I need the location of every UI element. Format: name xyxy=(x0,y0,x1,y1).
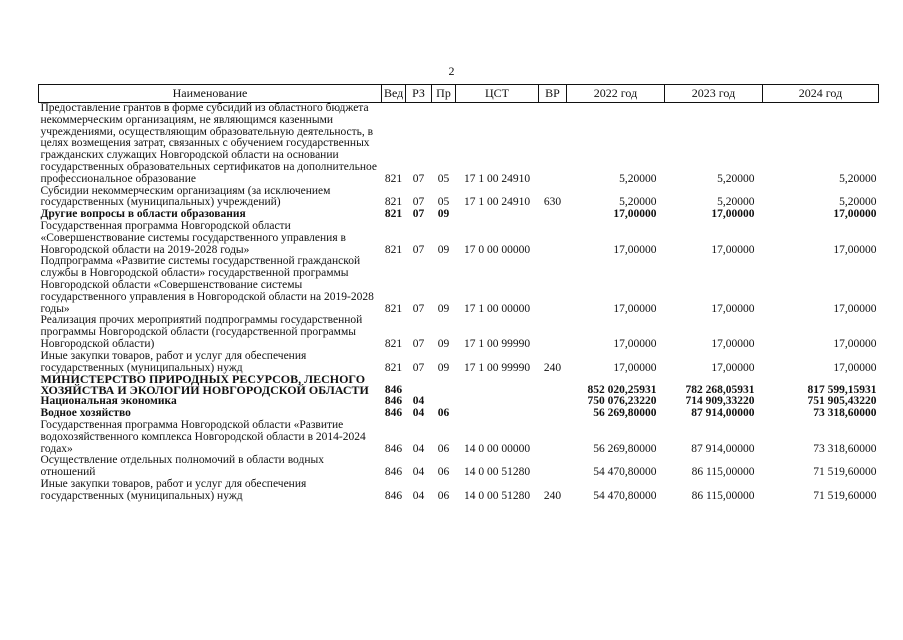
cell-rz: 04 xyxy=(412,407,425,420)
cell-2024: 5,20000 xyxy=(839,172,877,185)
cell-pr: 06 xyxy=(437,407,450,420)
cell-ved: 846 xyxy=(384,466,403,479)
cell-cst xyxy=(456,396,539,408)
cell-ved: 846 xyxy=(384,395,403,408)
cell-name: Иные закупки товаров, работ и услуг для обеспечения государственных (муниципальных) нужд xyxy=(40,349,307,374)
table-row xyxy=(39,351,879,375)
cell-rz: 07 xyxy=(412,196,425,209)
table-row xyxy=(39,455,879,479)
table-row xyxy=(39,103,879,186)
cell-pr xyxy=(432,374,456,396)
col-header-name: Наименование xyxy=(39,85,382,103)
cell-2024: 17,00000 xyxy=(833,361,877,374)
col-header-vr: ВР xyxy=(539,85,567,103)
table-row xyxy=(39,374,879,396)
cell-rz: 07 xyxy=(412,361,425,374)
cell-ved: 821 xyxy=(384,361,403,374)
cell-vr xyxy=(539,420,567,455)
cell-vr xyxy=(539,103,567,186)
cell-name: Субсидии некоммерческим организациям (за исключением государственных (муниципальных) учреждений) xyxy=(40,184,331,209)
cell-cst: 17 1 00 99990 xyxy=(463,337,531,350)
cell-2024: 71 519,60000 xyxy=(813,466,877,479)
cell-2023: 17,00000 xyxy=(711,208,755,221)
cell-2024: 17,00000 xyxy=(833,337,877,350)
cell-rz xyxy=(406,374,432,396)
cell-name: Осуществление отдельных полномочий в области водных отношений xyxy=(40,454,324,479)
cell-2023: 5,20000 xyxy=(717,196,755,209)
cell-name: Государственная программа Новгородской области «Развитие водохозяйственного комплекса Новгородской области в 2014-2024 годах» xyxy=(40,418,366,455)
cell-2024: 73 318,60000 xyxy=(813,442,877,455)
cell-name: Национальная экономика xyxy=(40,395,177,408)
table-row xyxy=(39,315,879,350)
cell-ved: 821 xyxy=(384,172,403,185)
cell-cst xyxy=(456,374,539,396)
cell-rz: 04 xyxy=(412,442,425,455)
cell-2022: 56 269,80000 xyxy=(593,442,657,455)
cell-ved: 846 xyxy=(384,383,403,396)
cell-vr xyxy=(539,396,567,408)
cell-name: Государственная программа Новгородской области «Совершенствование системы государственного управления в Новгородской области на 2019-2028 годы» xyxy=(40,219,346,256)
cell-2024: 17,00000 xyxy=(833,208,877,221)
cell-2023: 86 115,00000 xyxy=(691,466,755,479)
cell-rz: 07 xyxy=(412,243,425,256)
cell-cst: 17 1 00 24910 xyxy=(463,172,531,185)
cell-ved: 821 xyxy=(384,243,403,256)
cell-name: Предоставление грантов в форме субсидий из областного бюджета некоммерческим организациям, не являющимся казенными учреждениями, осуществляющим образовательную деятельность, в целях возмещения затрат, связанных с обучением государственных гражданских служащих Новгородской области на основании государственных образовательных сертификатов на дополнительное профессиональное образование xyxy=(40,102,377,185)
cell-2022: 852 020,25931 xyxy=(587,383,657,396)
cell-vr xyxy=(539,209,567,221)
cell-pr: 09 xyxy=(437,243,450,256)
cell-ved: 821 xyxy=(384,208,403,221)
cell-ved: 821 xyxy=(384,302,403,315)
cell-2023: 5,20000 xyxy=(717,172,755,185)
cell-name: Иные закупки товаров, работ и услуг для обеспечения государственных (муниципальных) нужд xyxy=(40,477,307,502)
cell-pr: 05 xyxy=(437,172,450,185)
cell-rz: 04 xyxy=(412,489,425,502)
cell-vr xyxy=(539,256,567,315)
cell-ved: 846 xyxy=(384,489,403,502)
cell-2022: 54 470,80000 xyxy=(593,466,657,479)
cell-rz: 07 xyxy=(412,302,425,315)
table-row xyxy=(39,479,879,503)
cell-rz: 04 xyxy=(412,395,425,408)
table-header-row xyxy=(39,85,879,103)
cell-2023: 87 914,00000 xyxy=(691,442,755,455)
cell-cst xyxy=(456,408,539,420)
cell-pr: 06 xyxy=(437,489,450,502)
cell-rz: 04 xyxy=(412,466,425,479)
table-row xyxy=(39,420,879,455)
col-header-rz: РЗ xyxy=(406,85,432,103)
cell-2023: 86 115,00000 xyxy=(691,489,755,502)
cell-2022: 5,20000 xyxy=(619,196,657,209)
cell-vr xyxy=(539,408,567,420)
cell-2022: 17,00000 xyxy=(613,243,657,256)
cell-name: Подпрограмма «Развитие системы государственной гражданской службы в Новгородской области» государственной программы Новгородской области «Совершенствование системы государственного управления в Новгородской области на 2019-2028 годы» xyxy=(40,255,374,315)
cell-vr: 630 xyxy=(543,196,562,209)
cell-cst: 17 1 00 00000 xyxy=(463,302,531,315)
cell-cst: 17 1 00 24910 xyxy=(463,196,531,209)
cell-2022: 5,20000 xyxy=(619,172,657,185)
cell-2024: 817 599,15931 xyxy=(807,383,877,396)
cell-2023: 87 914,00000 xyxy=(691,407,755,420)
page-number: 2 xyxy=(448,64,455,78)
cell-vr xyxy=(539,315,567,350)
cell-vr xyxy=(539,221,567,256)
cell-rz: 07 xyxy=(412,337,425,350)
col-header-2022: 2022 год xyxy=(567,85,665,103)
budget-table xyxy=(38,84,879,503)
cell-2022: 17,00000 xyxy=(613,302,657,315)
cell-2023: 17,00000 xyxy=(711,361,755,374)
cell-2024: 5,20000 xyxy=(839,196,877,209)
cell-cst: 14 0 00 51280 xyxy=(463,489,531,502)
cell-pr: 05 xyxy=(437,196,450,209)
cell-cst: 14 0 00 00000 xyxy=(463,442,531,455)
col-header-pr: Пр xyxy=(432,85,456,103)
cell-2023: 17,00000 xyxy=(711,337,755,350)
cell-cst: 17 0 00 00000 xyxy=(463,243,531,256)
cell-ved: 821 xyxy=(384,196,403,209)
cell-vr xyxy=(539,374,567,396)
cell-ved: 846 xyxy=(384,407,403,420)
cell-ved: 846 xyxy=(384,442,403,455)
cell-2022: 56 269,80000 xyxy=(593,407,657,420)
cell-rz: 07 xyxy=(412,208,425,221)
cell-cst: 14 0 00 51280 xyxy=(463,466,531,479)
col-header-cst: ЦСТ xyxy=(456,85,539,103)
cell-2024: 751 905,43220 xyxy=(807,395,877,408)
cell-ved: 821 xyxy=(384,337,403,350)
cell-pr: 09 xyxy=(437,337,450,350)
cell-name: МИНИСТЕРСТВО ПРИРОДНЫХ РЕСУРСОВ, ЛЕСНОГО ХОЗЯЙСТВА И ЭКОЛОГИИ НОВГОРОДСКОЙ ОБЛАСТИ xyxy=(40,372,369,398)
cell-cst: 17 1 00 99990 xyxy=(463,361,531,374)
table-body xyxy=(39,103,879,503)
cell-pr: 06 xyxy=(437,466,450,479)
cell-vr: 240 xyxy=(543,489,562,502)
cell-2024: 73 318,60000 xyxy=(813,407,877,420)
table-row xyxy=(39,186,879,210)
cell-pr: 09 xyxy=(437,208,450,221)
table-row xyxy=(39,256,879,315)
cell-name: Другие вопросы в области образования xyxy=(40,208,246,221)
col-header-2024: 2024 год xyxy=(763,85,879,103)
cell-2024: 71 519,60000 xyxy=(813,489,877,502)
cell-cst xyxy=(456,209,539,221)
cell-2022: 17,00000 xyxy=(613,337,657,350)
cell-pr: 09 xyxy=(437,361,450,374)
cell-2024: 17,00000 xyxy=(833,302,877,315)
cell-2022: 750 076,23220 xyxy=(587,395,657,408)
cell-2023: 782 268,05931 xyxy=(685,383,755,396)
cell-vr xyxy=(539,455,567,479)
table-row xyxy=(39,221,879,256)
cell-rz: 07 xyxy=(412,172,425,185)
cell-2023: 17,00000 xyxy=(711,302,755,315)
cell-pr: 09 xyxy=(437,302,450,315)
cell-pr: 06 xyxy=(437,442,450,455)
cell-2023: 17,00000 xyxy=(711,243,755,256)
cell-2022: 17,00000 xyxy=(613,361,657,374)
cell-2022: 54 470,80000 xyxy=(593,489,657,502)
cell-2024: 17,00000 xyxy=(833,243,877,256)
cell-2023: 714 909,33220 xyxy=(685,395,755,408)
cell-vr: 240 xyxy=(543,361,562,374)
cell-name: Водное хозяйство xyxy=(40,407,131,420)
cell-name: Реализация прочих мероприятий подпрограммы государственной программы Новгородской области (государственной программы Новгородской области) xyxy=(40,314,363,350)
cell-2022: 17,00000 xyxy=(613,208,657,221)
col-header-2023: 2023 год xyxy=(665,85,763,103)
col-header-ved: Вед xyxy=(382,85,406,103)
